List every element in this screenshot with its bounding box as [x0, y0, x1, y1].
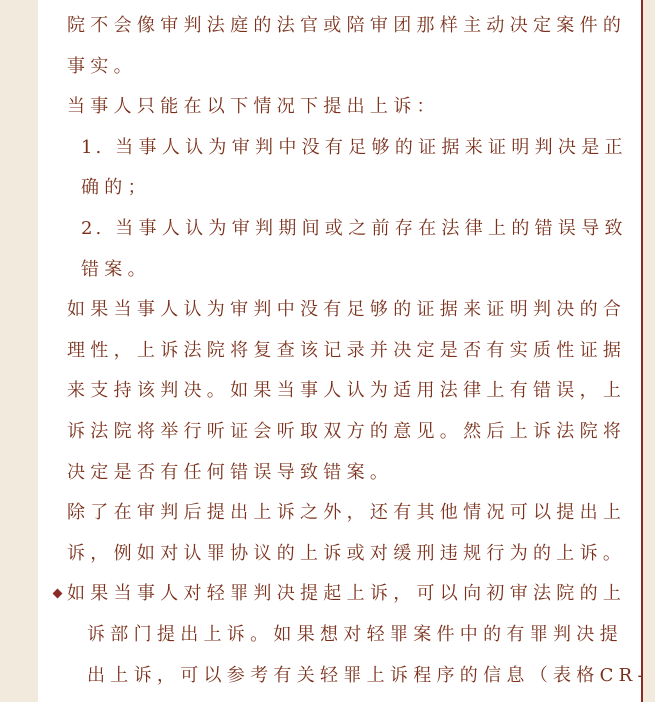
- bullet-item: [67, 574, 649, 696]
- bullet-line: 如果当事人对轻罪判决提起上诉，可以向初审法院的上: [67, 583, 627, 605]
- list-item-text: 当事人认为审判期间或之前存在法律上的错误导致: [115, 217, 628, 239]
- bullet-line: 出上诉，可以参考有关轻罪上诉程序的信息（表格CR-: [87, 664, 649, 686]
- paragraph-line: 当事人只能在以下情况下提出上诉：: [67, 96, 440, 118]
- list-item-text: 错案。: [81, 258, 151, 280]
- bullet-line: 诉部门提出上诉。如果想对轻罪案件中的有罪判决提: [87, 623, 623, 645]
- paragraph-line: 事实。: [67, 55, 137, 77]
- paragraph-line: 除了在审判后提出上诉之外，还有其他情况可以提出上: [67, 502, 627, 524]
- article-text: [67, 6, 649, 696]
- paragraph-line: 诉法院将举行听证会听取双方的意见。然后上诉法院将: [67, 420, 627, 442]
- appeal-conditions-list: [81, 128, 628, 290]
- paragraph-line: 院不会像审判法庭的法官或陪审团那样主动决定案件的: [67, 15, 627, 36]
- list-item-number: 1.: [81, 136, 105, 158]
- paragraph-line: 决定是否有任何错误导致错案。: [67, 461, 394, 483]
- list-item: [81, 209, 628, 290]
- list-item-text: 确的；: [81, 177, 151, 199]
- paragraph-line: 诉，例如对认罪协议的上诉或对缓刑违规行为的上诉。: [67, 542, 627, 564]
- list-item: [81, 128, 628, 209]
- paragraph-line: 如果当事人认为审判中没有足够的证据来证明判决的合: [67, 299, 627, 321]
- list-item-number: 2.: [81, 217, 105, 239]
- paragraph-line: 来支持该判决。如果当事人认为适用法律上有错误，上: [67, 380, 627, 402]
- list-item-text: 当事人认为审判中没有足够的证据来证明判决是正: [115, 136, 628, 158]
- paragraph-line: 理性，上诉法院将复查该记录并决定是否有实质性证据: [67, 339, 627, 361]
